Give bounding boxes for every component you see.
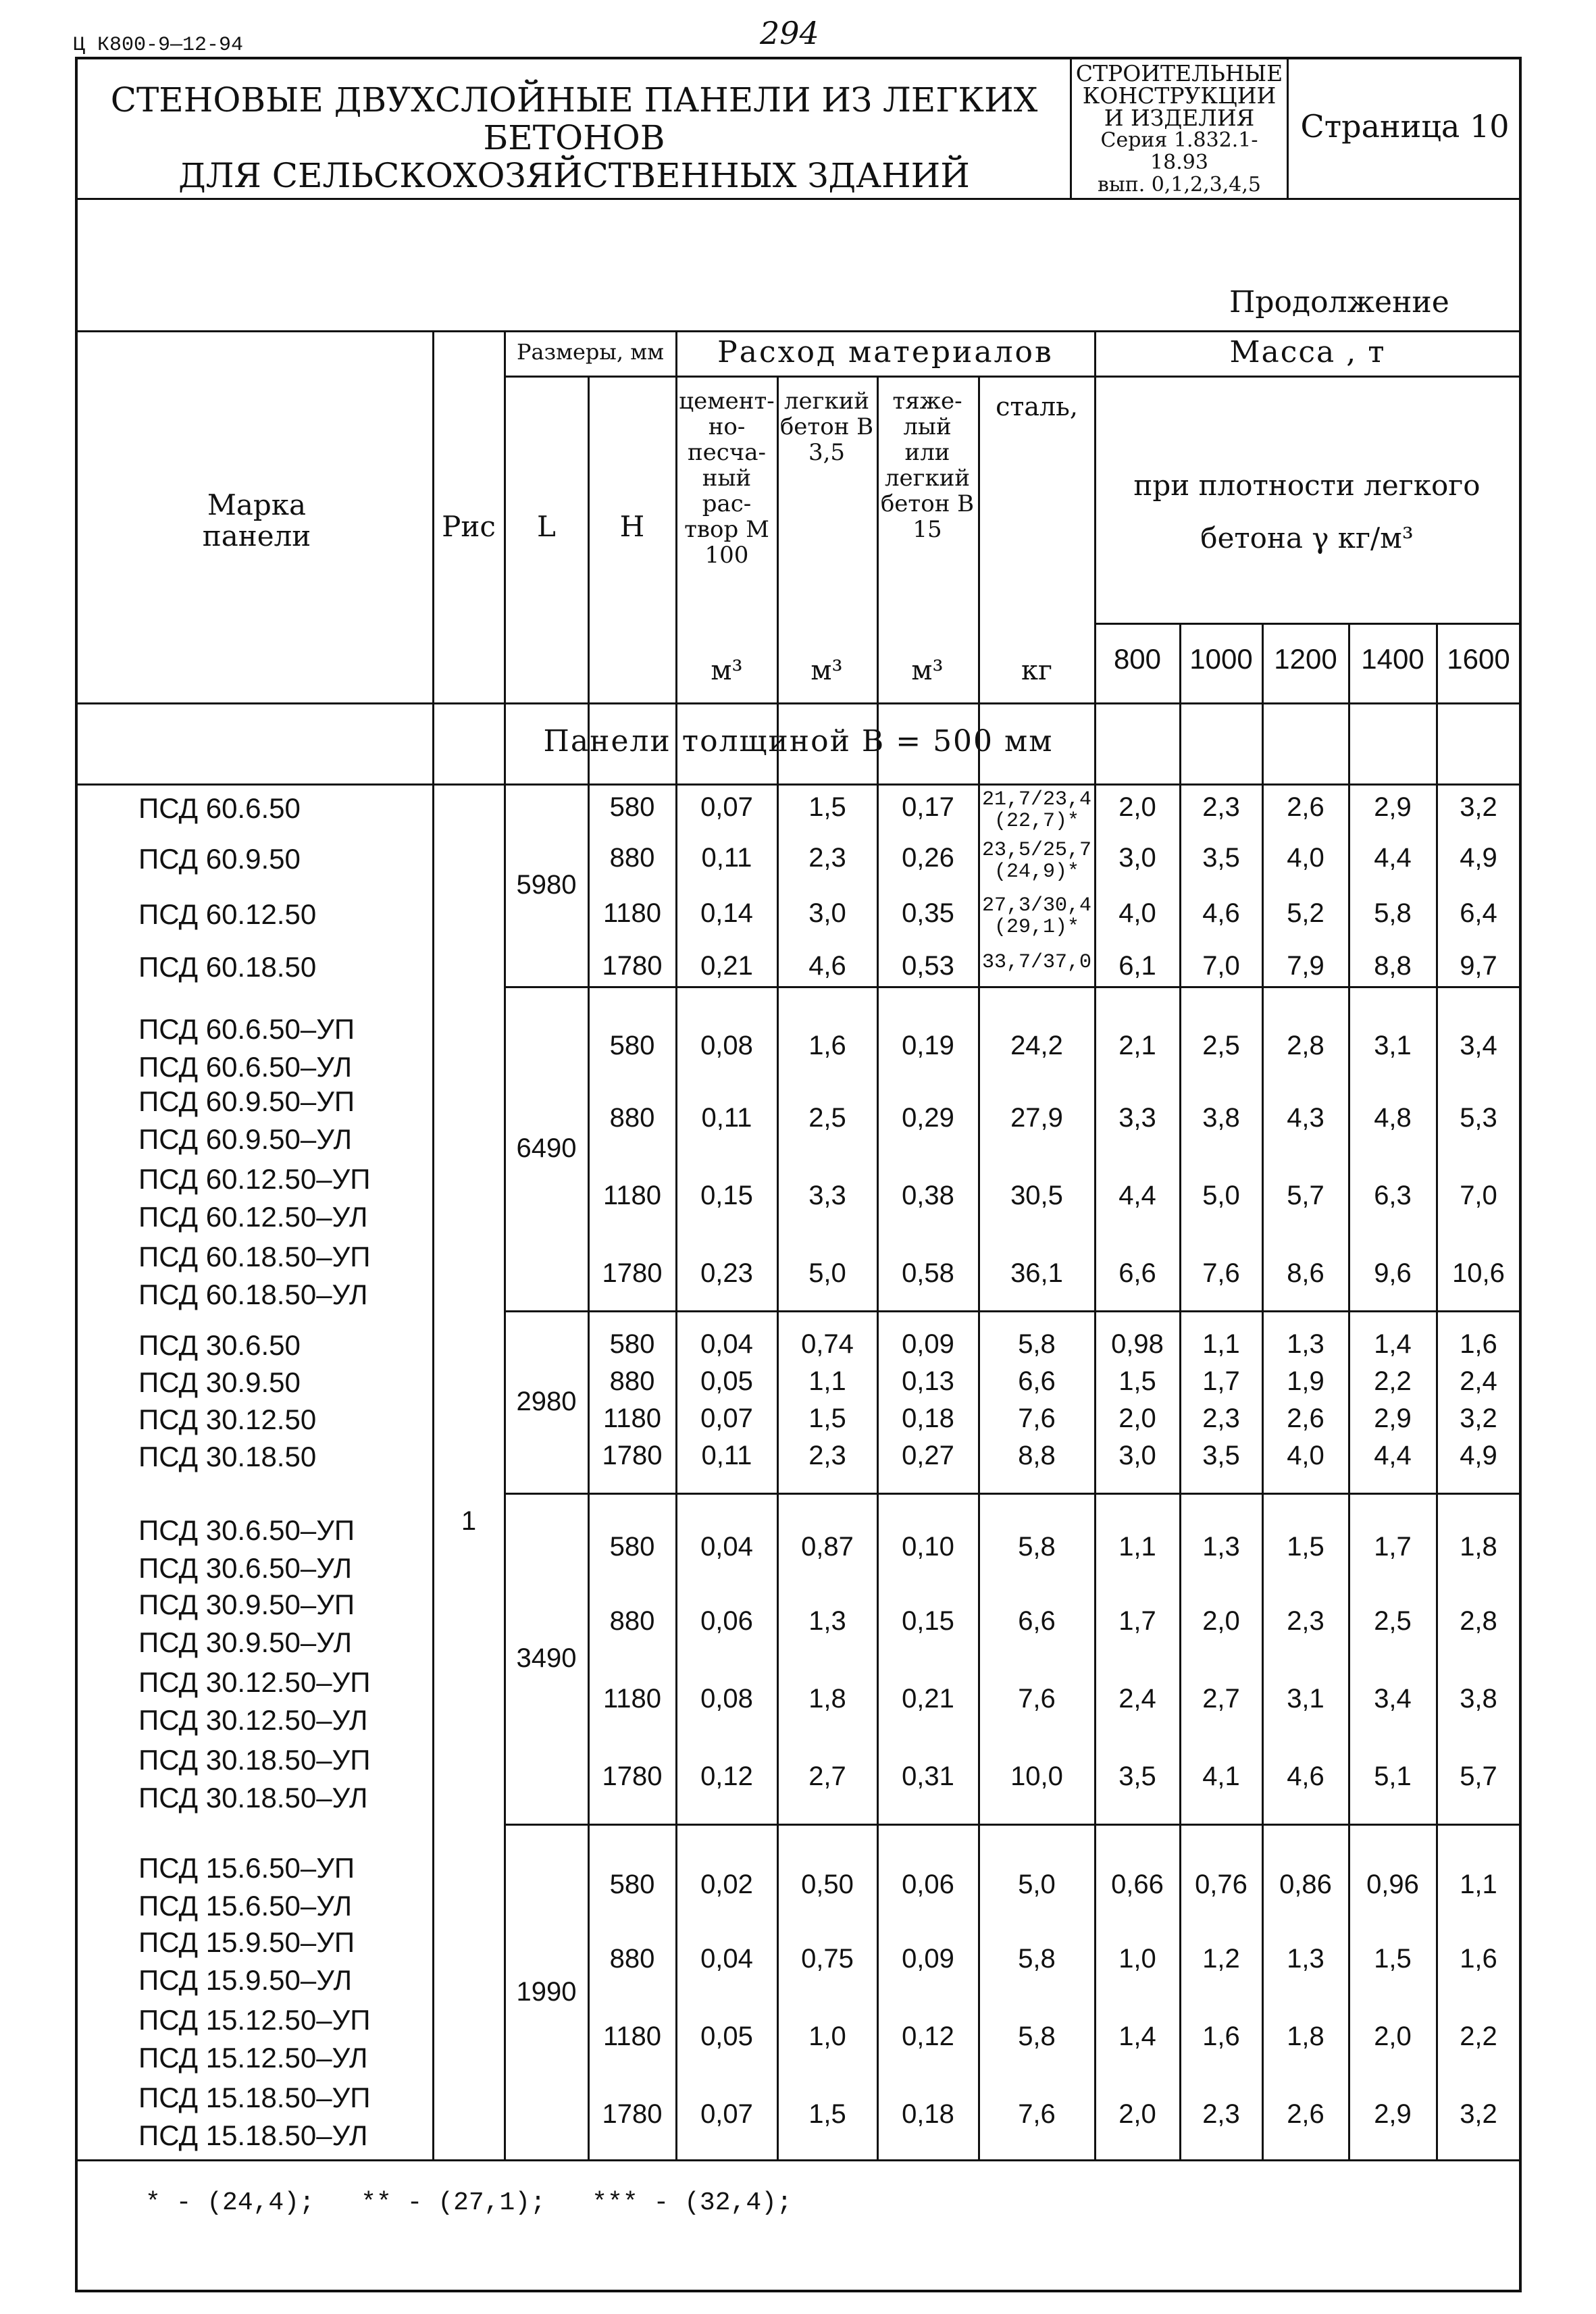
panel-mass-4: 3,1	[1374, 1031, 1412, 1060]
unit-light: м³	[810, 655, 843, 686]
height-H: 1180	[602, 2022, 661, 2051]
header-H: H	[619, 510, 645, 543]
panel-mark: ПСД 15.18.50–УЛ	[138, 2119, 368, 2151]
steel-mass: 30,5	[1010, 1181, 1063, 1210]
panel-mass-2: 2,7	[1202, 1684, 1240, 1714]
panel-mark: ПСД 30.18.50–УП	[138, 1744, 371, 1776]
panel-mass-5: 3,4	[1460, 1031, 1497, 1060]
panel-mass-2: 1,7	[1202, 1366, 1240, 1396]
steel-mass: 33,7/37,0	[981, 951, 1092, 974]
panel-mass-5: 1,6	[1460, 1329, 1497, 1359]
panel-mark: ПСД 30.9.50	[138, 1366, 301, 1398]
panel-mass-5: 5,7	[1460, 1762, 1497, 1791]
panel-mass-5: 2,2	[1460, 2022, 1497, 2051]
panel-mass-1: 2,0	[1118, 2099, 1156, 2129]
panel-mass-5: 2,4	[1460, 1366, 1497, 1396]
title-block	[81, 81, 1067, 195]
panel-mark: ПСД 15.12.50–УЛ	[138, 2042, 368, 2074]
heavy-concrete-volume: 0,09	[902, 1944, 954, 1974]
title-line-1: СТЕНОВЫЕ ДВУХСЛОЙНЫЕ ПАНЕЛИ ИЗ ЛЕГКИХ БЕТОНОВ	[110, 80, 1038, 157]
panel-mass-1: 0,66	[1111, 1870, 1164, 1899]
mortar-volume: 0,07	[700, 792, 753, 822]
panel-mass-4: 8,8	[1374, 951, 1412, 981]
steel-mass: 7,6	[1018, 2099, 1056, 2129]
steel-mass: 5,8	[1018, 1944, 1056, 1974]
panel-mass-3: 2,8	[1287, 1031, 1324, 1060]
height-H: 880	[609, 843, 655, 873]
page-number: 294	[760, 15, 819, 51]
panel-mass-3: 1,5	[1287, 1532, 1324, 1562]
mortar-volume: 0,07	[700, 2099, 753, 2129]
mortar-volume: 0,14	[700, 898, 753, 928]
panel-mass-2: 0,76	[1195, 1870, 1247, 1899]
panel-mark: ПСД 60.12.50–УП	[138, 1163, 371, 1195]
panel-mass-3: 7,9	[1287, 951, 1324, 981]
mortar-volume: 0,05	[700, 1366, 753, 1396]
panel-mass-2: 2,0	[1202, 1606, 1240, 1636]
panel-mass-4: 2,9	[1374, 792, 1412, 822]
light-concrete-volume: 3,0	[808, 898, 846, 928]
panel-mass-5: 3,2	[1460, 792, 1497, 822]
panel-mass-1: 2,1	[1118, 1031, 1156, 1060]
light-concrete-volume: 4,6	[808, 951, 846, 981]
heavy-concrete-volume: 0,15	[902, 1606, 954, 1636]
stamp-line-3: И ИЗДЕЛИЯ	[1104, 105, 1255, 131]
header-fig: Рис	[442, 510, 496, 543]
continuation-label: Продолжение	[1229, 285, 1449, 319]
light-concrete-volume: 0,75	[801, 1944, 854, 1974]
panel-mass-2: 1,1	[1202, 1329, 1240, 1359]
panel-mass-1: 1,7	[1118, 1606, 1156, 1636]
panel-mark: ПСД 60.18.50–УП	[138, 1241, 371, 1272]
height-H: 580	[609, 1870, 655, 1899]
panel-mass-3: 5,7	[1287, 1181, 1324, 1210]
steel-mass: 5,8	[1018, 1329, 1056, 1359]
stamp-line-5: вып. 0,1,2,3,4,5	[1097, 173, 1262, 197]
panel-mass-1: 3,5	[1118, 1762, 1156, 1791]
height-H: 880	[609, 1103, 655, 1133]
panel-mass-5: 4,9	[1460, 843, 1497, 873]
panel-mark: ПСД 15.18.50–УП	[138, 2082, 371, 2113]
panel-mass-2: 3,8	[1202, 1103, 1240, 1133]
figure-number: 1	[461, 1506, 477, 1536]
panel-mass-3: 2,6	[1287, 792, 1324, 822]
panel-mass-3: 4,3	[1287, 1103, 1324, 1133]
panel-mark: ПСД 60.12.50	[138, 898, 317, 930]
panel-mass-1: 3,0	[1118, 843, 1156, 873]
panel-mark: ПСД 60.9.50	[138, 843, 301, 875]
panel-mass-4: 4,4	[1374, 1441, 1412, 1470]
height-H: 1780	[602, 1441, 663, 1470]
panel-mass-5: 2,8	[1460, 1606, 1497, 1636]
panel-length-L: 5980	[516, 870, 577, 900]
panel-mass-1: 0,98	[1111, 1329, 1164, 1359]
header-materials: Расход материалов	[717, 335, 1054, 369]
panel-mark: ПСД 60.9.50–УЛ	[138, 1123, 353, 1155]
density-800: 800	[1113, 643, 1162, 675]
panel-mass-4: 4,4	[1374, 843, 1412, 873]
panel-mark: ПСД 60.18.50	[138, 951, 317, 983]
steel-mass: 21,7/23,4	[981, 788, 1092, 811]
panel-mass-2: 1,3	[1202, 1532, 1240, 1562]
header-steel: сталь,	[996, 392, 1078, 421]
panel-mass-4: 4,8	[1374, 1103, 1412, 1133]
steel-mass: 10,0	[1010, 1762, 1063, 1791]
height-H: 580	[609, 1329, 655, 1359]
height-H: 1180	[602, 1181, 661, 1210]
mortar-volume: 0,23	[700, 1258, 753, 1288]
panel-mark: ПСД 60.6.50	[138, 792, 301, 824]
height-H: 1180	[602, 1684, 661, 1714]
light-concrete-volume: 1,6	[808, 1031, 846, 1060]
panel-mass-3: 2,3	[1287, 1606, 1324, 1636]
panel-mass-5: 1,6	[1460, 1944, 1497, 1974]
light-concrete-volume: 1,8	[808, 1684, 846, 1714]
panel-mass-2: 4,6	[1202, 898, 1240, 928]
panel-mass-4: 5,1	[1374, 1762, 1412, 1791]
height-H: 1180	[602, 898, 661, 928]
light-concrete-volume: 1,3	[808, 1606, 846, 1636]
panel-mark: ПСД 15.9.50–УП	[138, 1926, 355, 1958]
heavy-concrete-volume: 0,12	[902, 2022, 954, 2051]
panel-mark: ПСД 60.6.50–УП	[138, 1013, 355, 1045]
panel-mass-1: 1,1	[1118, 1532, 1156, 1562]
panel-mass-3: 4,0	[1287, 1441, 1324, 1470]
steel-mass: 7,6	[1018, 1404, 1056, 1433]
mortar-volume: 0,11	[701, 1441, 752, 1470]
panel-mark: ПСД 30.12.50	[138, 1404, 317, 1435]
panel-mass-1: 4,4	[1118, 1181, 1156, 1210]
footnote: * - (24,4); ** - (27,1); *** - (32,4);	[145, 2188, 792, 2217]
panel-mass-2: 3,5	[1202, 1441, 1240, 1470]
unit-mortar: м³	[711, 655, 743, 686]
panel-mark: ПСД 15.6.50–УП	[138, 1852, 355, 1884]
panel-length-L: 6490	[516, 1133, 577, 1163]
panel-mass-2: 7,6	[1202, 1258, 1240, 1288]
density-1000: 1000	[1189, 643, 1253, 675]
mortar-volume: 0,04	[700, 1532, 753, 1562]
panel-mass-2: 2,3	[1202, 792, 1240, 822]
steel-mass: 7,6	[1018, 1684, 1056, 1714]
header-mark: Марка панели	[202, 488, 311, 552]
heavy-concrete-volume: 0,18	[902, 2099, 954, 2129]
panel-mark: ПСД 30.12.50–УП	[138, 1666, 371, 1698]
height-H: 580	[609, 1031, 655, 1060]
panel-mass-2: 2,3	[1202, 1404, 1240, 1433]
steel-mass: 5,8	[1018, 2022, 1056, 2051]
panel-mark: ПСД 30.18.50–УЛ	[138, 1782, 368, 1814]
panel-mark: ПСД 30.9.50–УП	[138, 1589, 355, 1620]
panel-mass-1: 6,6	[1118, 1258, 1156, 1288]
panel-mass-5: 3,2	[1460, 2099, 1497, 2129]
mortar-volume: 0,05	[700, 2022, 753, 2051]
panel-mass-4: 2,9	[1374, 1404, 1412, 1433]
height-H: 580	[609, 1532, 655, 1562]
steel-mass: 5,8	[1018, 1532, 1056, 1562]
panel-mass-4: 1,7	[1374, 1532, 1412, 1562]
heavy-concrete-volume: 0,58	[902, 1258, 954, 1288]
panel-mark: ПСД 15.12.50–УП	[138, 2004, 371, 2036]
height-H: 1780	[602, 1258, 663, 1288]
document-code: Ц К800-9—12-94	[73, 34, 244, 57]
panel-mass-1: 1,5	[1118, 1366, 1156, 1396]
panel-mass-4: 2,9	[1374, 2099, 1412, 2129]
panel-mass-3: 2,6	[1287, 1404, 1324, 1433]
light-concrete-volume: 2,3	[808, 843, 846, 873]
panel-mass-2: 2,3	[1202, 2099, 1240, 2129]
height-H: 1180	[602, 1404, 661, 1433]
panel-mass-5: 7,0	[1460, 1181, 1497, 1210]
heavy-concrete-volume: 0,19	[902, 1031, 954, 1060]
heavy-concrete-volume: 0,09	[902, 1329, 954, 1359]
section-title: Панели толщиной В = 500 мм	[543, 724, 1054, 759]
header-heavy-concrete: тяже-лый или легкий бетон В 15	[880, 388, 975, 543]
light-concrete-volume: 2,3	[808, 1441, 846, 1470]
steel-mass: 24,2	[1010, 1031, 1063, 1060]
panel-mark: ПСД 60.9.50–УП	[138, 1085, 355, 1117]
height-H: 880	[609, 1366, 655, 1396]
steel-mass: 36,1	[1010, 1258, 1063, 1288]
panel-mass-3: 1,3	[1287, 1944, 1324, 1974]
panel-mass-5: 5,3	[1460, 1103, 1497, 1133]
group-separator	[504, 986, 1520, 988]
height-H: 1780	[602, 2099, 663, 2129]
panel-mass-4: 9,6	[1374, 1258, 1412, 1288]
steel-mass: 8,8	[1018, 1441, 1056, 1470]
unit-heavy: м³	[911, 655, 944, 686]
panel-mass-4: 1,4	[1374, 1329, 1412, 1359]
header-mass: Масса , т	[1229, 335, 1386, 369]
steel-mass: 6,6	[1018, 1606, 1056, 1636]
panel-mass-2: 3,5	[1202, 843, 1240, 873]
panel-mass-1: 1,0	[1118, 1944, 1156, 1974]
mortar-volume: 0,11	[701, 843, 752, 873]
panel-mass-5: 1,8	[1460, 1532, 1497, 1562]
light-concrete-volume: 1,5	[808, 792, 846, 822]
steel-mass-alt: (22,7)*	[994, 810, 1080, 833]
panel-mark: ПСД 60.18.50–УЛ	[138, 1279, 368, 1310]
heavy-concrete-volume: 0,38	[902, 1181, 954, 1210]
mortar-volume: 0,04	[700, 1329, 753, 1359]
panel-mass-3: 2,6	[1287, 2099, 1324, 2129]
panel-length-L: 2980	[516, 1387, 577, 1416]
heavy-concrete-volume: 0,29	[902, 1103, 954, 1133]
stamp-line-2: КОНСТРУКЦИИ	[1082, 82, 1277, 109]
panel-mass-2: 5,0	[1202, 1181, 1240, 1210]
panel-mass-4: 6,3	[1374, 1181, 1412, 1210]
heavy-concrete-volume: 0,27	[902, 1441, 954, 1470]
height-H: 880	[609, 1606, 655, 1636]
panel-mark: ПСД 30.6.50–УП	[138, 1514, 355, 1546]
light-concrete-volume: 0,87	[801, 1532, 854, 1562]
panel-mass-3: 4,0	[1287, 843, 1324, 873]
heavy-concrete-volume: 0,31	[902, 1762, 954, 1791]
panel-mass-4: 3,4	[1374, 1684, 1412, 1714]
mortar-volume: 0,06	[700, 1606, 753, 1636]
mortar-volume: 0,04	[700, 1944, 753, 1974]
panel-mass-1: 4,0	[1118, 898, 1156, 928]
panel-mark: ПСД 30.6.50–УЛ	[138, 1552, 353, 1584]
steel-mass: 5,0	[1018, 1870, 1056, 1899]
header-sizes: Размеры, мм	[517, 339, 664, 365]
panel-mass-5: 3,8	[1460, 1684, 1497, 1714]
mortar-volume: 0,21	[700, 951, 753, 981]
mortar-volume: 0,11	[701, 1103, 752, 1133]
panel-mass-4: 1,5	[1374, 1944, 1412, 1974]
panel-length-L: 3490	[516, 1643, 577, 1673]
panel-mass-3: 4,6	[1287, 1762, 1324, 1791]
density-1400: 1400	[1361, 643, 1424, 675]
panel-mass-5: 1,1	[1460, 1870, 1497, 1899]
heavy-concrete-volume: 0,35	[902, 898, 954, 928]
light-concrete-volume: 1,0	[808, 2022, 846, 2051]
mortar-volume: 0,08	[700, 1031, 753, 1060]
group-separator	[504, 1493, 1520, 1495]
panel-mark: ПСД 30.6.50	[138, 1329, 301, 1361]
heavy-concrete-volume: 0,53	[902, 951, 954, 981]
unit-steel: кг	[1021, 655, 1052, 686]
panel-mark: ПСД 30.9.50–УЛ	[138, 1626, 353, 1658]
steel-mass: 23,5/25,7	[981, 839, 1092, 862]
panel-mass-4: 5,8	[1374, 898, 1412, 928]
heavy-concrete-volume: 0,13	[902, 1366, 954, 1396]
panel-mark: ПСД 15.6.50–УЛ	[138, 1890, 353, 1922]
header-light-concrete: легкий бетон В 3,5	[779, 388, 874, 466]
panel-mass-5: 10,6	[1452, 1258, 1505, 1288]
panel-mass-4: 0,96	[1366, 1870, 1419, 1899]
panel-mass-1: 2,4	[1118, 1684, 1156, 1714]
panel-mark: ПСД 60.12.50–УЛ	[138, 1201, 368, 1233]
panel-mass-5: 4,9	[1460, 1441, 1497, 1470]
panel-mass-2: 2,5	[1202, 1031, 1240, 1060]
light-concrete-volume: 1,5	[808, 2099, 846, 2129]
height-H: 880	[609, 1944, 655, 1974]
panel-mass-2: 4,1	[1202, 1762, 1240, 1791]
panel-mass-1: 3,0	[1118, 1441, 1156, 1470]
panel-mark: ПСД 15.9.50–УЛ	[138, 1964, 353, 1996]
panel-mark: ПСД 30.18.50	[138, 1441, 317, 1472]
panel-mass-1: 2,0	[1118, 792, 1156, 822]
heavy-concrete-volume: 0,18	[902, 1404, 954, 1433]
light-concrete-volume: 2,5	[808, 1103, 846, 1133]
steel-mass: 6,6	[1018, 1366, 1056, 1396]
panel-mass-4: 2,5	[1374, 1606, 1412, 1636]
mortar-volume: 0,12	[700, 1762, 753, 1791]
panel-mass-1: 3,3	[1118, 1103, 1156, 1133]
panel-mass-4: 2,2	[1374, 1366, 1412, 1396]
light-concrete-volume: 5,0	[808, 1258, 846, 1288]
light-concrete-volume: 1,5	[808, 1404, 846, 1433]
heavy-concrete-volume: 0,06	[902, 1870, 954, 1899]
light-concrete-volume: 0,74	[801, 1329, 854, 1359]
heavy-concrete-volume: 0,17	[902, 792, 954, 822]
steel-mass: 27,9	[1010, 1103, 1063, 1133]
page-label: Страница 10	[1300, 108, 1510, 145]
stamp-line-4: Серия 1.832.1-18.93	[1100, 128, 1258, 174]
heavy-concrete-volume: 0,26	[902, 843, 954, 873]
panel-mass-3: 3,1	[1287, 1684, 1324, 1714]
height-H: 1780	[602, 1762, 663, 1791]
header-mortar: цемент-но-песча-ный рас-твор М 100	[679, 388, 775, 569]
density-1600: 1600	[1447, 643, 1510, 675]
light-concrete-volume: 1,1	[808, 1366, 846, 1396]
series-stamp	[1073, 62, 1286, 196]
light-concrete-volume: 3,3	[808, 1181, 846, 1210]
panel-mass-3: 1,9	[1287, 1366, 1324, 1396]
panel-mass-3: 1,3	[1287, 1329, 1324, 1359]
steel-mass-alt: (29,1)*	[994, 916, 1080, 939]
panel-mass-4: 2,0	[1374, 2022, 1412, 2051]
heavy-concrete-volume: 0,21	[902, 1684, 954, 1714]
panel-mass-3: 0,86	[1279, 1870, 1332, 1899]
light-concrete-volume: 0,50	[801, 1870, 854, 1899]
panel-mass-3: 5,2	[1287, 898, 1324, 928]
mortar-volume: 0,07	[700, 1404, 753, 1433]
light-concrete-volume: 2,7	[808, 1762, 846, 1791]
height-H: 1780	[602, 951, 663, 981]
group-separator	[504, 1310, 1520, 1312]
stamp-line-1: СТРОИТЕЛЬНЫЕ	[1075, 60, 1283, 86]
panel-mass-5: 6,4	[1460, 898, 1497, 928]
panel-length-L: 1990	[516, 1976, 577, 2007]
mortar-volume: 0,02	[700, 1870, 753, 1899]
panel-mark: ПСД 60.6.50–УЛ	[138, 1051, 353, 1083]
mortar-volume: 0,15	[700, 1181, 753, 1210]
header-L: L	[537, 510, 556, 543]
panel-mass-5: 3,2	[1460, 1404, 1497, 1433]
heavy-concrete-volume: 0,10	[902, 1532, 954, 1562]
title-line-2: ДЛЯ СЕЛЬСКОХОЗЯЙСТВЕННЫХ ЗДАНИЙ	[178, 156, 970, 195]
panel-mark: ПСД 30.12.50–УЛ	[138, 1704, 368, 1736]
panel-mass-3: 8,6	[1287, 1258, 1324, 1288]
panel-mass-2: 7,0	[1202, 951, 1240, 981]
panel-mass-5: 9,7	[1460, 951, 1497, 981]
steel-mass: 27,3/30,4	[981, 894, 1092, 917]
steel-mass-alt: (24,9)*	[994, 860, 1080, 883]
panel-mass-1: 1,4	[1118, 2022, 1156, 2051]
density-1200: 1200	[1274, 643, 1337, 675]
height-H: 580	[609, 792, 655, 822]
group-separator	[504, 1824, 1520, 1826]
header-density: при плотности легкого бетона γ кг/м³	[1133, 469, 1481, 555]
panel-mass-3: 1,8	[1287, 2022, 1324, 2051]
panel-mass-2: 1,6	[1202, 2022, 1240, 2051]
panel-mass-1: 6,1	[1118, 951, 1156, 981]
panel-mass-1: 2,0	[1118, 1404, 1156, 1433]
panel-mass-2: 1,2	[1202, 1944, 1240, 1974]
mortar-volume: 0,08	[700, 1684, 753, 1714]
